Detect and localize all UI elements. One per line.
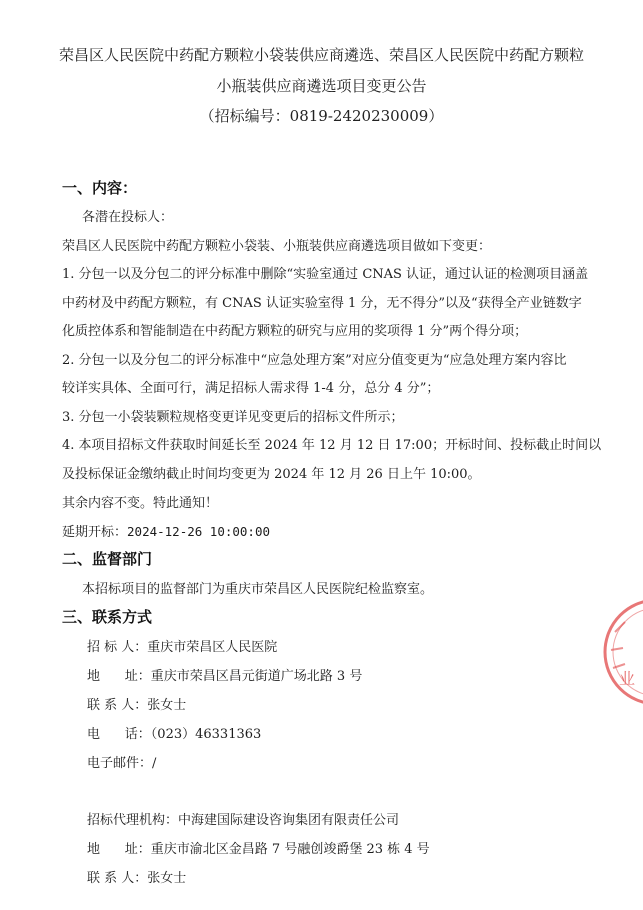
item-2-line-2: 较详实具体、全面可行，满足招标人需求得 1-4 分，总分 4 分”； xyxy=(62,381,440,396)
delay-label: 延期开标： xyxy=(62,525,128,540)
item-4-line-1: 4. 本项目招标文件获取时间延长至 2024 年 12 月 12 日 17:00；开标时间、投标截止时间以 xyxy=(62,438,602,453)
agency-label: 招标代理机构： xyxy=(87,813,179,828)
phone-label: 电 话： xyxy=(87,727,151,742)
intro-text: 荣昌区人民医院中药配方颗粒小袋装、小瓶装供应商遴选项目做如下变更： xyxy=(62,239,492,254)
section-3-heading: 三、联系方式 xyxy=(62,608,153,626)
agency-contact-label: 联 系 人： xyxy=(87,871,148,886)
contact-label: 联 系 人： xyxy=(87,698,148,713)
contact-row xyxy=(87,694,186,713)
agency-row xyxy=(87,809,399,828)
title-line-1: 荣昌区人民医院中药配方颗粒小袋装供应商遴选、荣昌区人民医院中药配方颗粒 xyxy=(58,46,584,64)
agency-address-label: 地 址： xyxy=(87,842,151,857)
tender-number: （招标编号：0819-2420230009） xyxy=(199,107,444,125)
address-value: 重庆市荣昌区昌元街道广场北路 3 号 xyxy=(150,669,363,684)
delay-opening xyxy=(62,521,270,540)
tenderer-label: 招 标 人： xyxy=(87,640,148,655)
item-1-line-1: 1. 分包一以及分包二的评分标准中删除“实验室通过 CNAS 认证，通过认证的检测项目涵盖 xyxy=(62,267,589,282)
agency-contact-value: 张女士 xyxy=(147,871,187,886)
seal-glyph: 业 xyxy=(619,669,636,688)
contact-value: 张女士 xyxy=(147,698,187,713)
phone-row xyxy=(87,723,261,742)
agency-address-value: 重庆市渝北区金昌路 7 号融创竣爵堡 23 栋 4 号 xyxy=(150,842,430,857)
agency-address-row xyxy=(87,838,430,857)
item-1-line-3: 化质控体系和智能制造在中药配方颗粒的研究与应用的奖项得 1 分”两个得分项； xyxy=(62,324,528,339)
phone-value: （023）46331363 xyxy=(150,727,262,742)
item-1-line-2: 中药材及中药配方颗粒，有 CNAS 认证实验室得 1 分，无不得分”以及“获得全产业链数字 xyxy=(62,296,582,311)
item-3: 3. 分包一小袋装颗粒规格变更详见变更后的招标文件所示； xyxy=(62,410,404,425)
greeting: 各潜在投标人： xyxy=(82,210,174,225)
item-4-line-2: 及投标保证金缴纳截止时间均变更为 2024 年 12 月 26 日上午 10:00。 xyxy=(62,467,481,482)
section-2-heading: 二、监督部门 xyxy=(62,550,153,568)
delay-value: 2024-12-26 10:00:00 xyxy=(127,524,271,539)
section-1-heading: 一、内容： xyxy=(62,179,138,197)
title-line-2: 小瓶装供应商遴选项目变更公告 xyxy=(216,77,427,95)
email-label: 电子邮件： xyxy=(87,756,153,771)
agency-contact-row xyxy=(87,867,186,886)
tenderer-value: 重庆市荣昌区人民医院 xyxy=(147,640,278,655)
agency-value: 中海建国际建设咨询集团有限责任公司 xyxy=(178,813,400,828)
email-row xyxy=(87,752,156,771)
address-row xyxy=(87,665,362,684)
item-2-line-1: 2. 分包一以及分包二的评分标准中“应急处理方案”对应分值变更为“应急处理方案内容比 xyxy=(62,353,567,368)
closing-text: 其余内容不变。特此通知！ xyxy=(62,496,219,511)
email-value: / xyxy=(152,756,157,771)
tenderer-row xyxy=(87,636,277,655)
official-seal-stamp xyxy=(597,592,643,712)
address-label: 地 址： xyxy=(87,669,151,684)
supervision-text: 本招标项目的监督部门为重庆市荣昌区人民医院纪检监察室。 xyxy=(82,582,434,597)
